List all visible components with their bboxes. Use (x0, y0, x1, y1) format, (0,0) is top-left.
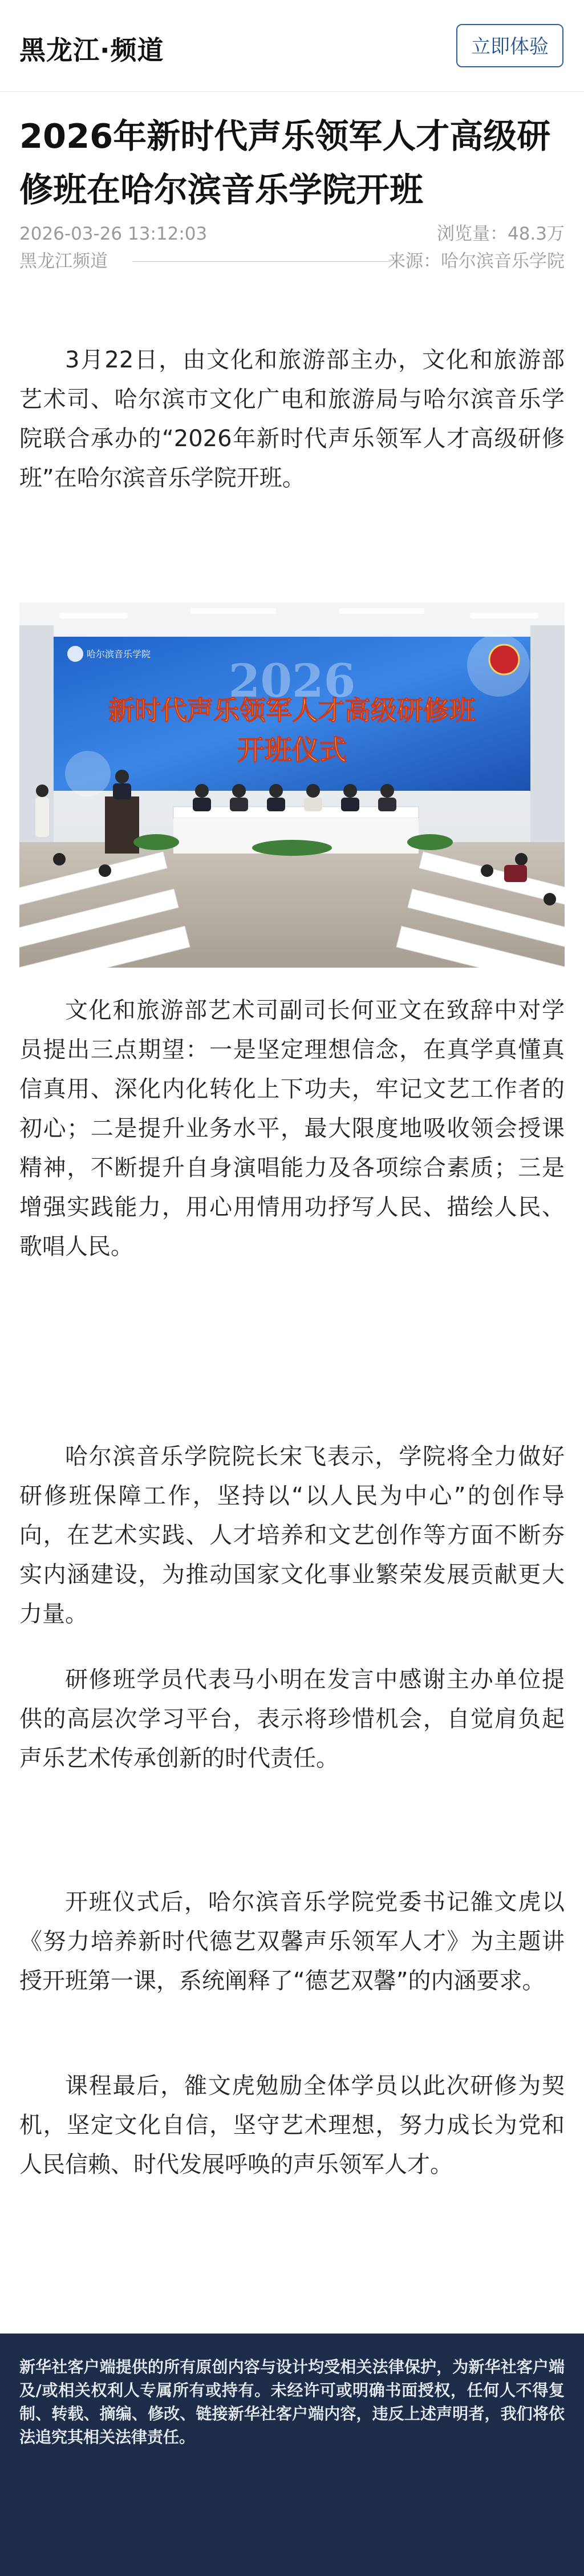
view-count: 浏览量：48.3万 (436, 224, 565, 244)
meta-divider (132, 261, 391, 262)
paragraph-4: 研修班学员代表马小明在发言中感谢主办单位提供的高层次学习平台，表示将珍惜机会，自觉肩负起声乐艺术传承创新的时代责任。 (19, 1667, 565, 1772)
top-bar (0, 0, 584, 92)
paragraph-6: 课程最后，雒文虎勉励全体学员以此次研修为契机，坚定文化自信，坚守艺术理想，努力成长为党和人民信赖、时代发展呼唤的声乐领军人才。 (19, 2073, 565, 2178)
channel-brand[interactable]: 黑龙江·频道 (19, 35, 164, 66)
ceremony-photo[interactable] (19, 602, 565, 968)
channel-link[interactable]: 黑龙江频道 (19, 251, 108, 272)
backdrop-year: 2026 (228, 654, 356, 707)
paragraph-5: 开班仪式后，哈尔滨音乐学院党委书记雒文虎以《努力培养新时代德艺双馨声乐领军人才》为主题讲授开班第一课，系统阐释了“德艺双馨”的内涵要求。 (19, 1889, 565, 1994)
paragraph-2: 文化和旅游部艺术司副司长何亚文在致辞中对学员提出三点期望：一是坚定理想信念，在真学真懂真信真用、深化内化转化上下功夫，牢记文艺工作者的初心；二是提升业务水平，最大限度地吸收领会授课精神，不断提升自身演唱能力及各项综合素质；三是增强实践能力，用心用情用功抒写人民、描绘人民、歌唱人民。 (19, 997, 565, 1260)
meta-row-time (19, 221, 565, 246)
backdrop-subtitle: 新时代声乐领军人才高级研修班 (108, 695, 476, 726)
backdrop-line2: 开班仪式 (237, 734, 347, 766)
meta-row-source (19, 249, 565, 274)
copyright-footer (0, 2334, 584, 2576)
article-title: 2026年新时代声乐领军人才高级研修班在哈尔滨音乐学院开班 (19, 116, 551, 209)
publish-time: 2026-03-26 13:12:03 (19, 224, 208, 244)
backdrop-logo-text: 哈尔滨音乐学院 (87, 649, 151, 660)
copyright-notice: 新华社客户端提供的所有原创内容与设计均受相关法律保护，为新华社客户端及/或相关权利人专属所有或持有。未经许可或明确书面授权，任何人不得复制、转载、摘编、修改、链接新华社客户端内容，违反上述声明者，我们将依法追究其相关法律责任。 (19, 2357, 565, 2446)
paragraph-3: 哈尔滨音乐学院院长宋飞表示，学院将全力做好研修班保障工作，坚持以“以人民为中心”的创作导向，在艺术实践、人才培养和文艺创作等方面不断夯实内涵建设，为推动国家文化事业繁荣发展贡献更大力量。 (19, 1443, 565, 1627)
article-source: 来源：哈尔滨音乐学院 (388, 251, 565, 272)
paragraph-1: 3月22日，由文化和旅游部主办，文化和旅游部艺术司、哈尔滨市文化广电和旅游局与哈尔滨音乐学院联合承办的“2026年新时代声乐领军人才高级研修班”在哈尔滨音乐学院开班。 (19, 347, 565, 491)
open-app-button[interactable]: 立即体验 (456, 24, 563, 67)
